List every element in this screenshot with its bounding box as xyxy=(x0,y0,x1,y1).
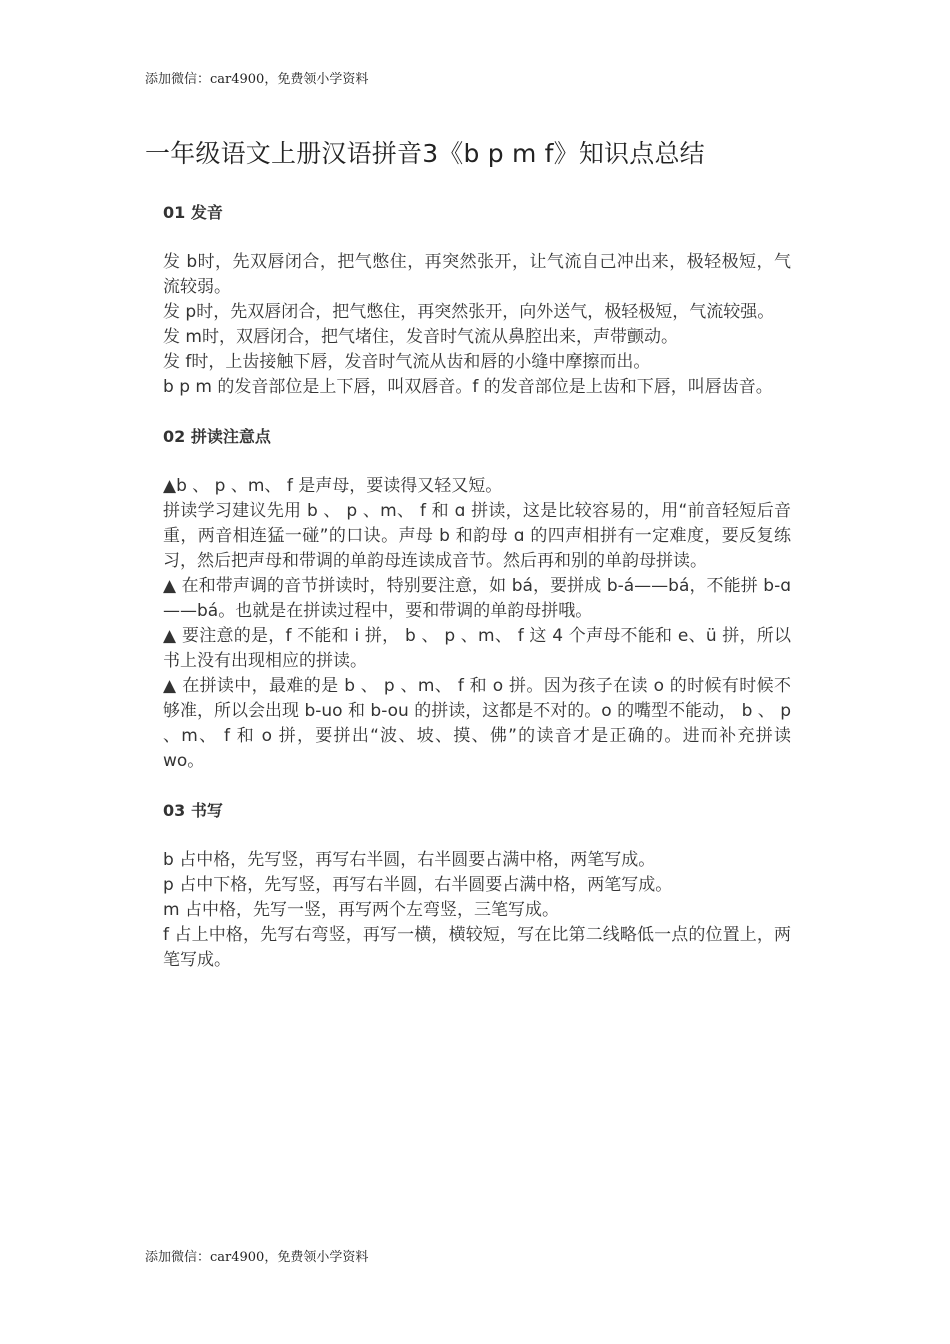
paragraph: p 占中下格，先写竖，再写右半圆，右半圆要占满中格，两笔写成。 xyxy=(163,875,673,895)
document-title: 一年级语文上册汉语拼音3《b p m f》知识点总结 xyxy=(145,139,705,168)
footer-note: 添加微信：car4900，免费领小学资料 xyxy=(145,1250,369,1265)
section-heading: 03 书写 xyxy=(163,801,223,820)
section-writing xyxy=(163,798,791,973)
section-pronunciation xyxy=(163,200,791,400)
section-heading: 01 发音 xyxy=(163,203,223,222)
paragraph: ▲ 在和带声调的音节拼读时，特别要注意，如 bá，要拼成 b-á——bá，不能拼 b-ɑ——bá。也就是在拼读过程中，要和带调的单韵母拼哦。 xyxy=(163,576,791,621)
section-body xyxy=(163,250,791,400)
document-content xyxy=(163,200,791,997)
paragraph: 发 p时，先双唇闭合，把气憋住，再突然张开，向外送气，极轻极短，气流较强。 xyxy=(163,302,775,322)
header-note: 添加微信：car4900，免费领小学资料 xyxy=(145,72,369,87)
paragraph: 发 f时，上齿接触下唇，发音时气流从齿和唇的小缝中摩擦而出。 xyxy=(163,352,651,372)
paragraph: m 占中格，先写一竖，再写两个左弯竖，三笔写成。 xyxy=(163,900,559,920)
section-body xyxy=(163,474,791,774)
paragraph: ▲ 在拼读中，最难的是 b 、 p 、m、 f 和 o 拼。因为孩子在读 o 的时候有时候不够准，所以会出现 b-uo 和 b-ou 的拼读，这都是不对的。o 的嘴型不能动， b 、 p 、m、 f 和 o 拼，要拼出“波、坡、摸、佛”的读音才是正确的。进而补充拼读 wo。 xyxy=(163,676,791,771)
paragraph: b p m 的发音部位是上下唇，叫双唇音。f 的发音部位是上齿和下唇，叫唇齿音。 xyxy=(163,377,773,397)
paragraph: f 占上中格，先写右弯竖，再写一横，横较短，写在比第二线略低一点的位置上，两笔写成。 xyxy=(163,925,791,970)
paragraph: 发 b时，先双唇闭合，把气憋住，再突然张开，让气流自己冲出来，极轻极短，气流较弱。 xyxy=(163,252,791,297)
paragraph: ▲b 、 p 、m、 f 是声母，要读得又轻又短。 xyxy=(163,476,503,496)
paragraph: 拼读学习建议先用 b 、 p 、m、 f 和 ɑ 拼读，这是比较容易的，用“前音轻短后音重，两音相连猛一碰”的口诀。声母 b 和韵母 ɑ 的四声相拼有一定难度，要反复练习，然后把声母和带调的单韵母连读成音节。然后再和别的单韵母拼读。 xyxy=(163,501,791,571)
paragraph: ▲ 要注意的是，f 不能和 i 拼， b 、 p 、m、 f 这 4 个声母不能和 e、ü 拼，所以书上没有出现相应的拼读。 xyxy=(163,626,791,671)
section-spelling-notes xyxy=(163,424,791,774)
section-heading: 02 拼读注意点 xyxy=(163,427,271,446)
paragraph: b 占中格，先写竖，再写右半圆，右半圆要占满中格，两笔写成。 xyxy=(163,850,656,870)
section-body xyxy=(163,848,791,973)
paragraph: 发 m时，双唇闭合，把气堵住，发音时气流从鼻腔出来，声带颤动。 xyxy=(163,327,678,347)
